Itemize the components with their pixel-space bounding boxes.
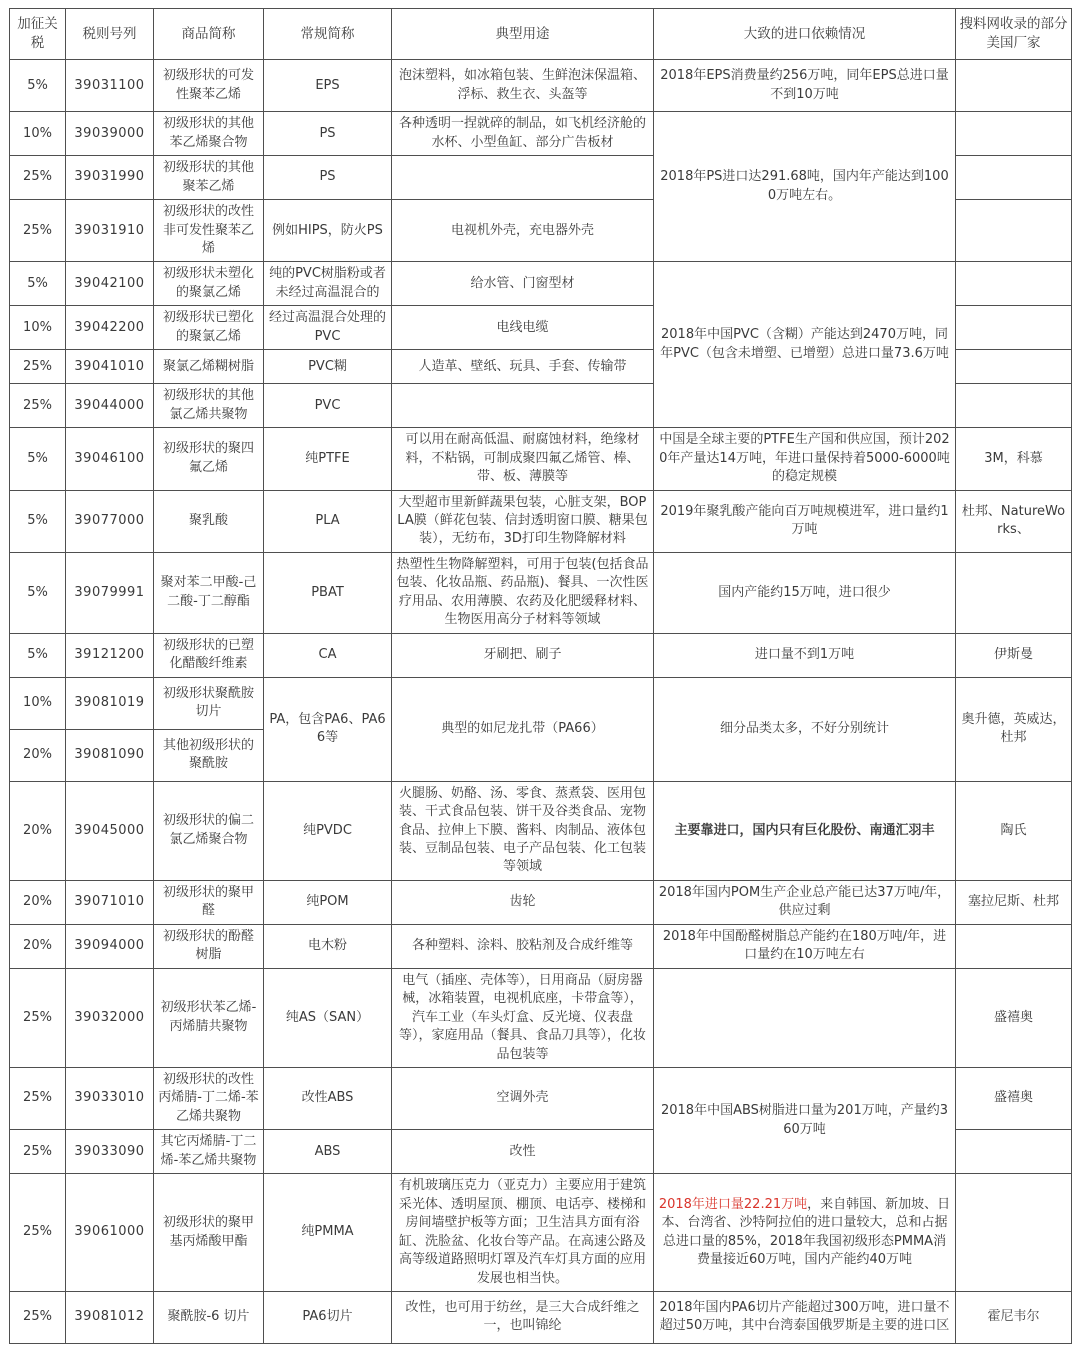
code-cell: 39031990 — [66, 156, 154, 200]
imp-rest: ，来自韩国、新加坡、日本、台湾省、沙特阿拉伯的进口量较大，总和占据总进口量的85%，2018年我国初级形态PMMA消费量接近60万吨，国内产能约40万吨 — [661, 1196, 951, 1268]
name-cell: 初级形状的酚醛树脂 — [154, 924, 264, 968]
code-cell: 39033010 — [66, 1067, 154, 1129]
makers-cell — [956, 112, 1072, 156]
uses-cell: 有机玻璃压克力（亚克力）主要应用于建筑采光体、透明屋顶、棚顶、电话亭、楼梯和房间墙壁护板等方面；卫生洁具方面有浴缸、洗脸盆、化妆台等产品。在高速公路及高等级道路照明灯罩及汽车灯具方面的应用发展也相当快。 — [392, 1174, 654, 1292]
uses-cell: 牙刷把、刷子 — [392, 633, 654, 677]
uses-cell: 火腿肠、奶酪、汤、零食、蒸煮袋、医用包装、干式食品包装、饼干及谷类食品、宠物食品、拉伸上下膜、酱料、肉制品、液体包装、豆制品包装、电子产品包装、化工包装等领域 — [392, 781, 654, 880]
table-row — [10, 1291, 1072, 1343]
uses-cell: 泡沫塑料，如冰箱包装、生鲜泡沫保温箱、浮标、救生衣、头盔等 — [392, 60, 654, 112]
imp-cell: 2018年EPS消费量约256万吨，同年EPS总进口量不到10万吨 — [654, 60, 956, 112]
name-cell: 初级形状的聚四氟乙烯 — [154, 428, 264, 490]
imp-highlight: 2018年进口量22.21万吨 — [658, 1196, 808, 1212]
makers-cell — [956, 156, 1072, 200]
table-row — [10, 60, 1072, 112]
name-cell: 其他初级形状的聚酰胺 — [154, 729, 264, 781]
uses-cell: 电线电缆 — [392, 306, 654, 350]
header-abbr: 常规简称 — [264, 9, 392, 60]
table-row — [10, 968, 1072, 1067]
makers-cell — [956, 350, 1072, 384]
imp-cell: 主要靠进口，国内只有巨化股份、南通汇羽丰 — [654, 781, 956, 880]
imp-cell: 国内产能约15万吨，进口很少 — [654, 552, 956, 633]
imp-cell — [654, 1174, 956, 1292]
tariff-cell: 5% — [10, 262, 66, 306]
makers-cell: 杜邦、NatureWorks、 — [956, 490, 1072, 552]
uses-cell: 各种塑料、涂料、胶粘剂及合成纤维等 — [392, 924, 654, 968]
imp-cell: 2018年中国PVC（含糊）产能达到2470万吨，同年PVC（包含未增塑、已增塑）总进口量73.6万吨 — [654, 262, 956, 428]
imp-cell — [654, 968, 956, 1067]
makers-cell: 塞拉尼斯、杜邦 — [956, 880, 1072, 924]
tariff-cell: 20% — [10, 924, 66, 968]
tariff-cell: 25% — [10, 156, 66, 200]
table-row — [10, 880, 1072, 924]
makers-cell — [956, 384, 1072, 428]
uses-cell: 改性 — [392, 1130, 654, 1174]
code-cell: 39081090 — [66, 729, 154, 781]
abbr-cell: 纯PMMA — [264, 1174, 392, 1292]
name-cell: 初级形状已塑化的聚氯乙烯 — [154, 306, 264, 350]
abbr-cell: 纯POM — [264, 880, 392, 924]
abbr-cell: 例如HIPS，防火PS — [264, 200, 392, 262]
name-cell: 初级形状的已塑化醋酸纤维素 — [154, 633, 264, 677]
abbr-cell: PVC — [264, 384, 392, 428]
tariff-cell: 5% — [10, 552, 66, 633]
uses-cell: 给水管、门窗型材 — [392, 262, 654, 306]
name-cell: 初级形状的改性非可发性聚苯乙烯 — [154, 200, 264, 262]
name-cell: 初级形状未塑化的聚氯乙烯 — [154, 262, 264, 306]
tariff-cell: 25% — [10, 350, 66, 384]
name-cell: 初级形状的聚甲醛 — [154, 880, 264, 924]
abbr-cell: PS — [264, 112, 392, 156]
name-cell: 聚对苯二甲酸-己二酸-丁二醇酯 — [154, 552, 264, 633]
tariff-cell: 5% — [10, 428, 66, 490]
tariff-cell: 25% — [10, 384, 66, 428]
code-cell: 39044000 — [66, 384, 154, 428]
imp-cell: 中国是全球主要的PTFE生产国和供应国，预计2020年产量达14万吨，年进口量保持着5000-6000吨的稳定规模 — [654, 428, 956, 490]
name-cell: 初级形状的其他苯乙烯聚合物 — [154, 112, 264, 156]
header-imp: 大致的进口依赖情况 — [654, 9, 956, 60]
tariff-cell: 25% — [10, 1291, 66, 1343]
uses-cell: 空调外壳 — [392, 1067, 654, 1129]
abbr-cell: 纯PVDC — [264, 781, 392, 880]
imp-cell: 2018年PS进口达291.68吨，国内年产能达到1000万吨左右。 — [654, 112, 956, 262]
header-name: 商品简称 — [154, 9, 264, 60]
code-cell: 39061000 — [66, 1174, 154, 1292]
tariff-table — [9, 8, 1072, 1344]
tariff-cell: 10% — [10, 677, 66, 729]
table-row — [10, 262, 1072, 306]
tariff-cell: 5% — [10, 490, 66, 552]
code-cell: 39121200 — [66, 633, 154, 677]
abbr-cell: 改性ABS — [264, 1067, 392, 1129]
makers-cell: 盛禧奥 — [956, 968, 1072, 1067]
code-cell: 39046100 — [66, 428, 154, 490]
tariff-cell: 25% — [10, 1174, 66, 1292]
table-row — [10, 677, 1072, 729]
table-row — [10, 1174, 1072, 1292]
tariff-cell: 20% — [10, 781, 66, 880]
makers-cell — [956, 306, 1072, 350]
abbr-cell: PBAT — [264, 552, 392, 633]
uses-cell: 人造革、壁纸、玩具、手套、传输带 — [392, 350, 654, 384]
imp-cell: 2018年中国酚醛树脂总产能约在180万吨/年，进口量约在10万吨左右 — [654, 924, 956, 968]
code-cell: 39041010 — [66, 350, 154, 384]
uses-cell: 电视机外壳，充电器外壳 — [392, 200, 654, 262]
name-cell: 聚酰胺-6 切片 — [154, 1291, 264, 1343]
makers-cell — [956, 200, 1072, 262]
tariff-cell: 25% — [10, 1130, 66, 1174]
code-cell: 39042100 — [66, 262, 154, 306]
name-cell: 初级形状的聚甲基丙烯酸甲酯 — [154, 1174, 264, 1292]
abbr-cell: 纯PTFE — [264, 428, 392, 490]
uses-cell — [392, 384, 654, 428]
code-cell: 39077000 — [66, 490, 154, 552]
header-code: 税则号列 — [66, 9, 154, 60]
code-cell: 39033090 — [66, 1130, 154, 1174]
code-cell: 39081019 — [66, 677, 154, 729]
table-row — [10, 428, 1072, 490]
table-row — [10, 112, 1072, 156]
uses-cell — [392, 156, 654, 200]
makers-cell: 奥升德，英威达，杜邦 — [956, 677, 1072, 781]
makers-cell: 盛禧奥 — [956, 1067, 1072, 1129]
code-cell: 39081012 — [66, 1291, 154, 1343]
name-cell: 初级形状的可发性聚苯乙烯 — [154, 60, 264, 112]
abbr-cell: ABS — [264, 1130, 392, 1174]
makers-cell: 伊斯曼 — [956, 633, 1072, 677]
uses-cell: 各种透明一捏就碎的制品，如飞机经济舱的水杯、小型鱼缸、部分广告板材 — [392, 112, 654, 156]
name-cell: 其它丙烯腈-丁二烯-苯乙烯共聚物 — [154, 1130, 264, 1174]
name-cell: 初级形状苯乙烯-丙烯腈共聚物 — [154, 968, 264, 1067]
uses-cell: 电气（插座、壳体等），日用商品（厨房器械，冰箱装置，电视机底座，卡带盒等），汽车工业（车头灯盒、反光境、仪表盘等），家庭用品（餐具、食品刀具等），化妆品包装等 — [392, 968, 654, 1067]
header-makers: 搜料网收录的部分美国厂家 — [956, 9, 1072, 60]
makers-cell — [956, 60, 1072, 112]
code-cell: 39031910 — [66, 200, 154, 262]
name-cell: 初级形状的其他聚苯乙烯 — [154, 156, 264, 200]
table-row — [10, 490, 1072, 552]
header-uses: 典型用途 — [392, 9, 654, 60]
name-cell: 初级形状的其他氯乙烯共聚物 — [154, 384, 264, 428]
code-cell: 39042200 — [66, 306, 154, 350]
uses-cell: 改性，也可用于纺丝，是三大合成纤维之一，也叫锦纶 — [392, 1291, 654, 1343]
tariff-cell: 25% — [10, 200, 66, 262]
makers-cell: 霍尼韦尔 — [956, 1291, 1072, 1343]
tariff-cell: 25% — [10, 968, 66, 1067]
makers-cell: 3M，科慕 — [956, 428, 1072, 490]
code-cell: 39094000 — [66, 924, 154, 968]
tariff-cell: 10% — [10, 112, 66, 156]
tariff-cell: 10% — [10, 306, 66, 350]
uses-cell: 齿轮 — [392, 880, 654, 924]
abbr-cell: CA — [264, 633, 392, 677]
uses-cell: 大型超市里新鲜蔬果包装，心脏支架，BOPLA膜（鲜花包装、信封透明窗口膜、糖果包装），无纺布，3D打印生物降解材料 — [392, 490, 654, 552]
tariff-cell: 25% — [10, 1067, 66, 1129]
code-cell: 39032000 — [66, 968, 154, 1067]
name-cell: 初级形状的偏二氯乙烯聚合物 — [154, 781, 264, 880]
makers-cell: 陶氏 — [956, 781, 1072, 880]
abbr-cell: EPS — [264, 60, 392, 112]
name-cell: 初级形状的改性丙烯腈-丁二烯-苯乙烯共聚物 — [154, 1067, 264, 1129]
table-row — [10, 781, 1072, 880]
table-row — [10, 552, 1072, 633]
tariff-cell: 5% — [10, 633, 66, 677]
uses-cell: 可以用在耐高低温、耐腐蚀材料，绝缘材料，不粘锅，可制成聚四氟乙烯管、棒、带、板、薄膜等 — [392, 428, 654, 490]
code-cell: 39071010 — [66, 880, 154, 924]
makers-cell — [956, 1174, 1072, 1292]
abbr-cell: PA，包含PA6、PA66等 — [264, 677, 392, 781]
name-cell: 聚氯乙烯糊树脂 — [154, 350, 264, 384]
uses-cell: 典型的如尼龙扎带（PA66） — [392, 677, 654, 781]
header-tariff: 加征关税 — [10, 9, 66, 60]
tariff-cell: 20% — [10, 880, 66, 924]
makers-cell — [956, 924, 1072, 968]
makers-cell — [956, 1130, 1072, 1174]
imp-cell: 2018年国内PA6切片产能超过300万吨，进口量不超过50万吨，其中台湾泰国俄罗斯是主要的进口区 — [654, 1291, 956, 1343]
table-row — [10, 924, 1072, 968]
table-row — [10, 1067, 1072, 1129]
abbr-cell: PS — [264, 156, 392, 200]
header-row — [10, 9, 1072, 60]
table-row — [10, 633, 1072, 677]
uses-cell: 热塑性生物降解塑料，可用于包装(包括食品包装、化妆品瓶、药品瓶)、餐具、一次性医疗用品、农用薄膜、农药及化肥缓释材料、生物医用高分子材料等领域 — [392, 552, 654, 633]
tariff-cell: 5% — [10, 60, 66, 112]
imp-cell: 进口量不到1万吨 — [654, 633, 956, 677]
makers-cell — [956, 262, 1072, 306]
abbr-cell: PVC糊 — [264, 350, 392, 384]
tariff-cell: 20% — [10, 729, 66, 781]
abbr-cell: 经过高温混合处理的PVC — [264, 306, 392, 350]
abbr-cell: 电木粉 — [264, 924, 392, 968]
abbr-cell: 纯AS（SAN） — [264, 968, 392, 1067]
code-cell: 39031100 — [66, 60, 154, 112]
imp-cell: 2018年国内POM生产企业总产能已达37万吨/年，供应过剩 — [654, 880, 956, 924]
abbr-cell: PA6切片 — [264, 1291, 392, 1343]
abbr-cell: 纯的PVC树脂粉或者未经过高温混合的 — [264, 262, 392, 306]
code-cell: 39045000 — [66, 781, 154, 880]
imp-cell: 2018年中国ABS树脂进口量为201万吨，产量约360万吨 — [654, 1067, 956, 1173]
makers-cell — [956, 552, 1072, 633]
imp-cell: 细分品类太多，不好分别统计 — [654, 677, 956, 781]
code-cell: 39039000 — [66, 112, 154, 156]
name-cell: 初级形状聚酰胺切片 — [154, 677, 264, 729]
code-cell: 39079991 — [66, 552, 154, 633]
abbr-cell: PLA — [264, 490, 392, 552]
imp-cell: 2019年聚乳酸产能向百万吨规模进军，进口量约1万吨 — [654, 490, 956, 552]
name-cell: 聚乳酸 — [154, 490, 264, 552]
